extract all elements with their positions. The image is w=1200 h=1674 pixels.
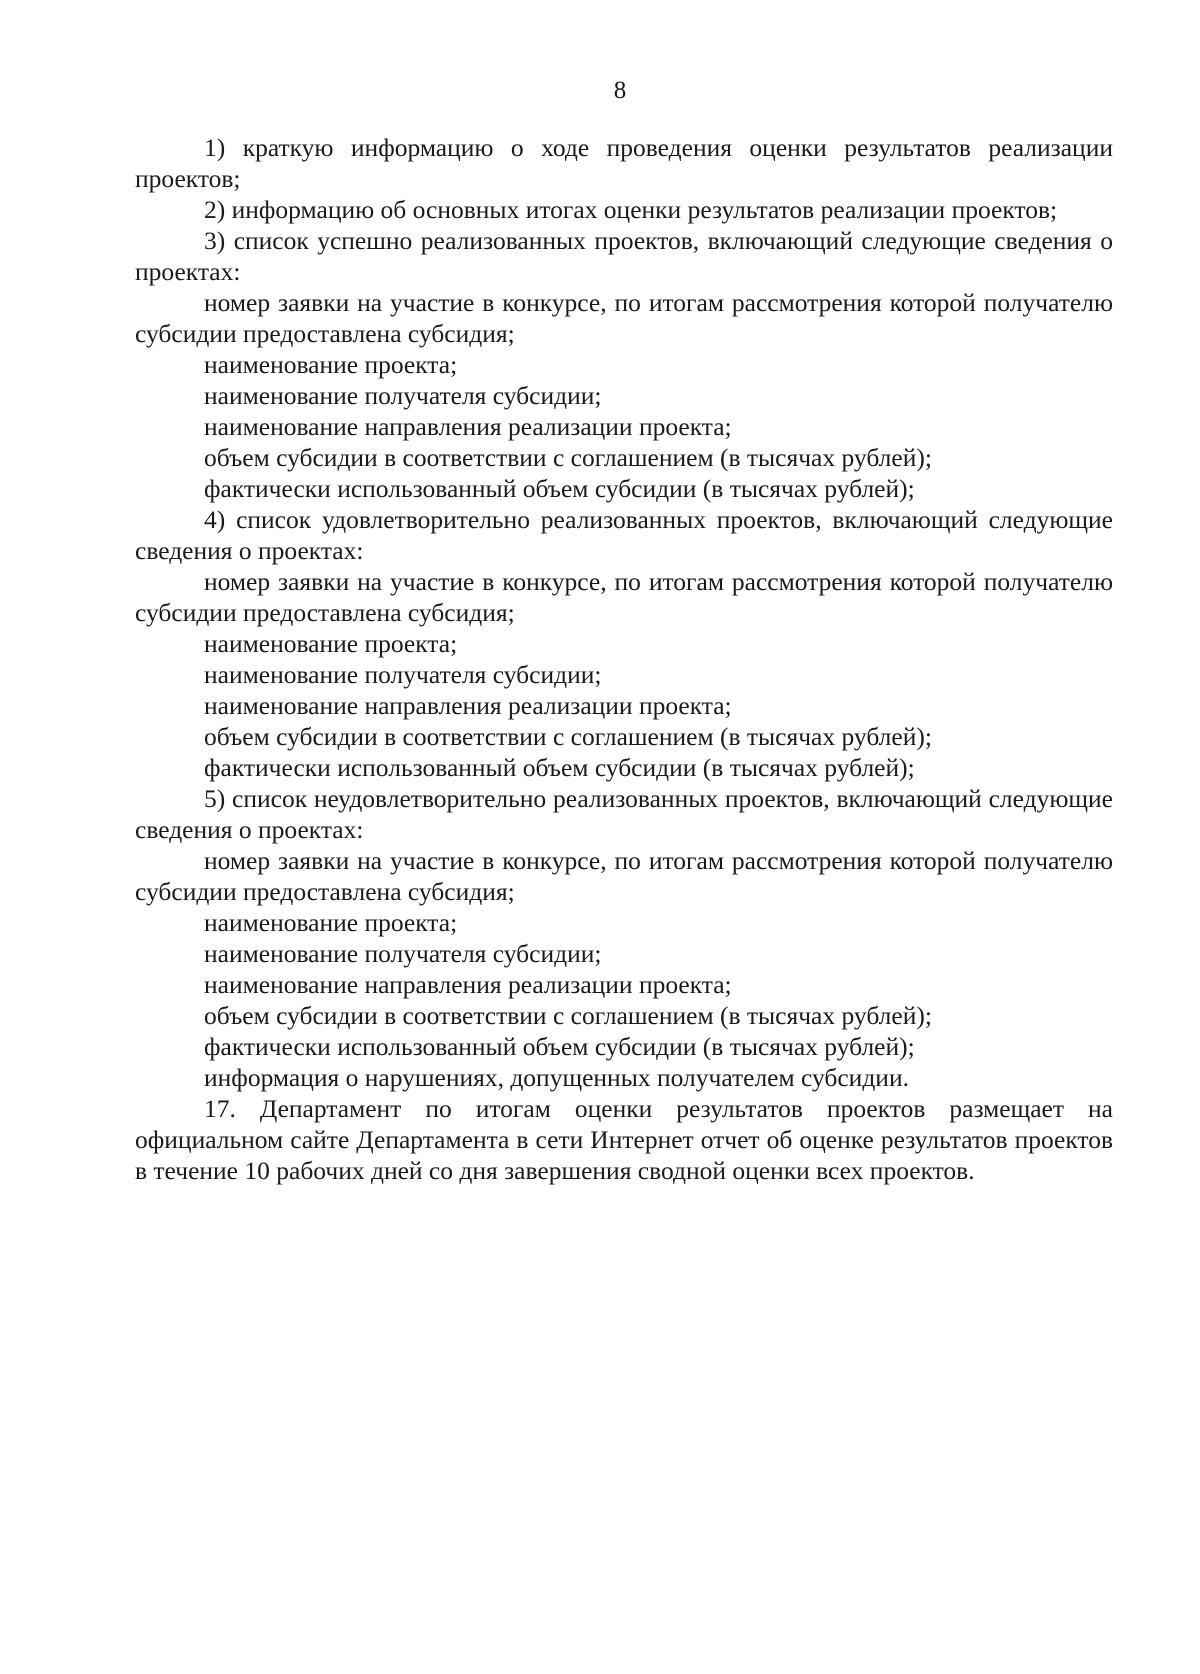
paragraph: 4) список удовлетворительно реализованных проектов, включающий следующие сведения о проектах: — [135, 505, 1113, 565]
paragraph: наименование направления реализации проекта; — [204, 412, 732, 441]
paragraph: 3) список успешно реализованных проектов, включающий следующие сведения о проектах: — [135, 226, 1113, 286]
paragraph: наименование проекта; — [204, 629, 458, 658]
paragraph: наименование получателя субсидии; — [204, 939, 602, 968]
paragraph: наименование получателя субсидии; — [204, 660, 602, 689]
document-body — [135, 132, 1113, 1186]
paragraph: 1) краткую информацию о ходе проведения оценки результатов реализации проектов; — [135, 133, 1113, 193]
page-number: 8 — [613, 77, 627, 104]
paragraph: фактически использованный объем субсидии (в тысячах рублей); — [204, 753, 915, 782]
paragraph: объем субсидии в соответствии с соглашением (в тысячах рублей); — [204, 443, 932, 472]
paragraph: наименование направления реализации проекта; — [204, 970, 732, 999]
paragraph: информация о нарушениях, допущенных получателем субсидии. — [204, 1063, 909, 1092]
paragraph: наименование получателя субсидии; — [204, 381, 602, 410]
paragraph: наименование проекта; — [204, 350, 458, 379]
paragraph: 17. Департамент по итогам оценки результатов проектов размещает на официальном сайте Департамента в сети Интернет отчет об оценке результатов проектов в течение 10 рабочих дней со дня завершения сводной оценки всех проектов. — [135, 1094, 1113, 1185]
paragraph: номер заявки на участие в конкурсе, по итогам рассмотрения которой получателю субсидии предоставлена субсидия; — [135, 846, 1113, 906]
paragraph: фактически использованный объем субсидии (в тысячах рублей); — [204, 474, 915, 503]
paragraph: объем субсидии в соответствии с соглашением (в тысячах рублей); — [204, 1001, 932, 1030]
paragraph: фактически использованный объем субсидии (в тысячах рублей); — [204, 1032, 915, 1061]
paragraph: номер заявки на участие в конкурсе, по итогам рассмотрения которой получателю субсидии предоставлена субсидия; — [135, 567, 1113, 627]
paragraph: 2) информацию об основных итогах оценки результатов реализации проектов; — [204, 195, 1058, 224]
paragraph: 5) список неудовлетворительно реализованных проектов, включающий следующие сведения о проектах: — [135, 784, 1113, 844]
paragraph: наименование направления реализации проекта; — [204, 691, 732, 720]
paragraph: объем субсидии в соответствии с соглашением (в тысячах рублей); — [204, 722, 932, 751]
paragraph: наименование проекта; — [204, 908, 458, 937]
paragraph: номер заявки на участие в конкурсе, по итогам рассмотрения которой получателю субсидии предоставлена субсидия; — [135, 288, 1113, 348]
